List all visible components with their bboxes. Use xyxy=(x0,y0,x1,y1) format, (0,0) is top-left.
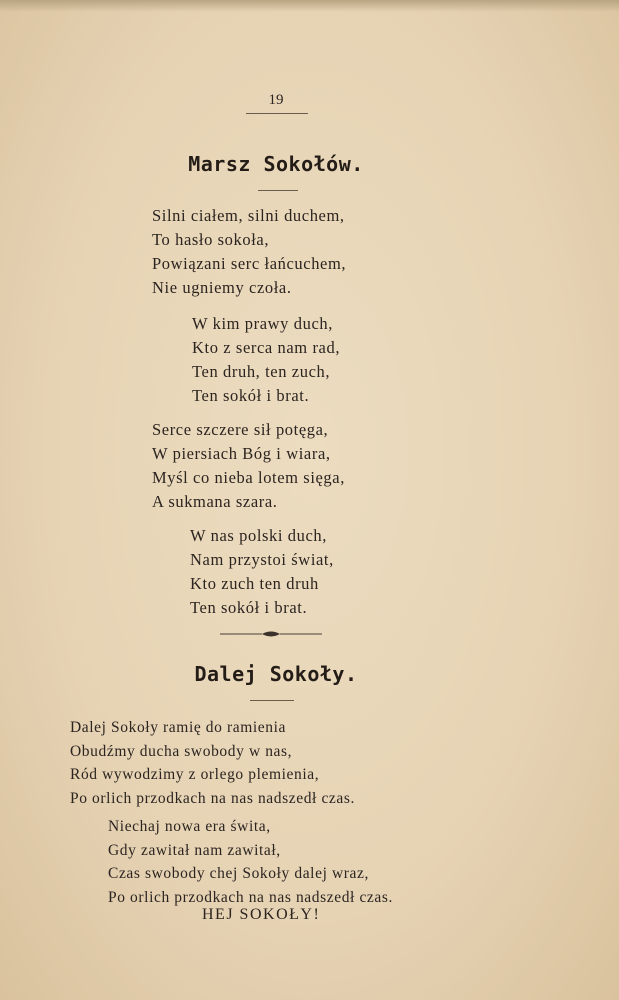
title-divider xyxy=(250,700,294,701)
verse-line: A sukmana szara. xyxy=(152,492,278,511)
stanza xyxy=(152,204,346,300)
verse-line: Ten sokół i brat. xyxy=(190,598,308,617)
verse-line: Dalej Sokoły ramię do ramienia xyxy=(70,719,286,736)
verse-line: To hasło sokoła, xyxy=(152,230,270,249)
page-top-edge xyxy=(0,0,619,12)
verse-line: Powiązani serc łańcuchem, xyxy=(152,254,347,273)
verse-line: Gdy zawitał nam zawitał, xyxy=(108,841,281,859)
verse-line: Ród wywodzimy z orlego plemienia, xyxy=(70,766,320,783)
title-divider xyxy=(258,190,298,191)
ornamental-divider xyxy=(220,628,322,640)
verse-line: W kim prawy duch, xyxy=(192,314,333,333)
poem-title: Dalej Sokoły. xyxy=(194,662,358,686)
verse-line: Po orlich przodkach na nas nadszedł czas. xyxy=(108,888,393,906)
verse-line: Silni ciałem, silni duchem, xyxy=(152,206,345,225)
verse-line: Niechaj nowa era świta, xyxy=(108,818,271,835)
verse-line: Czas swobody chej Sokoły dalej wraz, xyxy=(108,865,369,882)
verse-line: Kto z serca nam rad, xyxy=(192,338,341,357)
verse-line: Myśl co nieba lotem sięga, xyxy=(152,468,345,487)
verse-line: Nam przystoi świat, xyxy=(190,550,334,569)
stanza xyxy=(70,716,355,810)
page-number: 19 xyxy=(268,92,284,108)
stanza xyxy=(152,418,345,514)
verse-line: Nie ugniemy czoła. xyxy=(152,278,292,297)
verse-line: Obudźmy ducha swobody w nas, xyxy=(70,742,293,760)
refrain-stanza xyxy=(192,312,340,408)
verse-line: W nas polski duch, xyxy=(190,526,327,545)
refrain-stanza xyxy=(190,524,334,620)
verse-line: Po orlich przodkach na nas nadszedł czas. xyxy=(70,789,355,807)
page-number-rule xyxy=(246,113,308,114)
verse-line: Kto zuch ten druh xyxy=(190,574,319,593)
closing-line: HEJ SOKOŁY! xyxy=(202,906,321,923)
verse-line: Serce szczere sił potęga, xyxy=(152,420,329,439)
verse-line: W piersiach Bóg i wiara, xyxy=(152,444,331,463)
stanza xyxy=(108,815,393,909)
poem-title: Marsz Sokołów. xyxy=(188,152,364,176)
verse-line: Ten sokół i brat. xyxy=(192,386,310,405)
verse-line: Ten druh, ten zuch, xyxy=(192,362,331,381)
